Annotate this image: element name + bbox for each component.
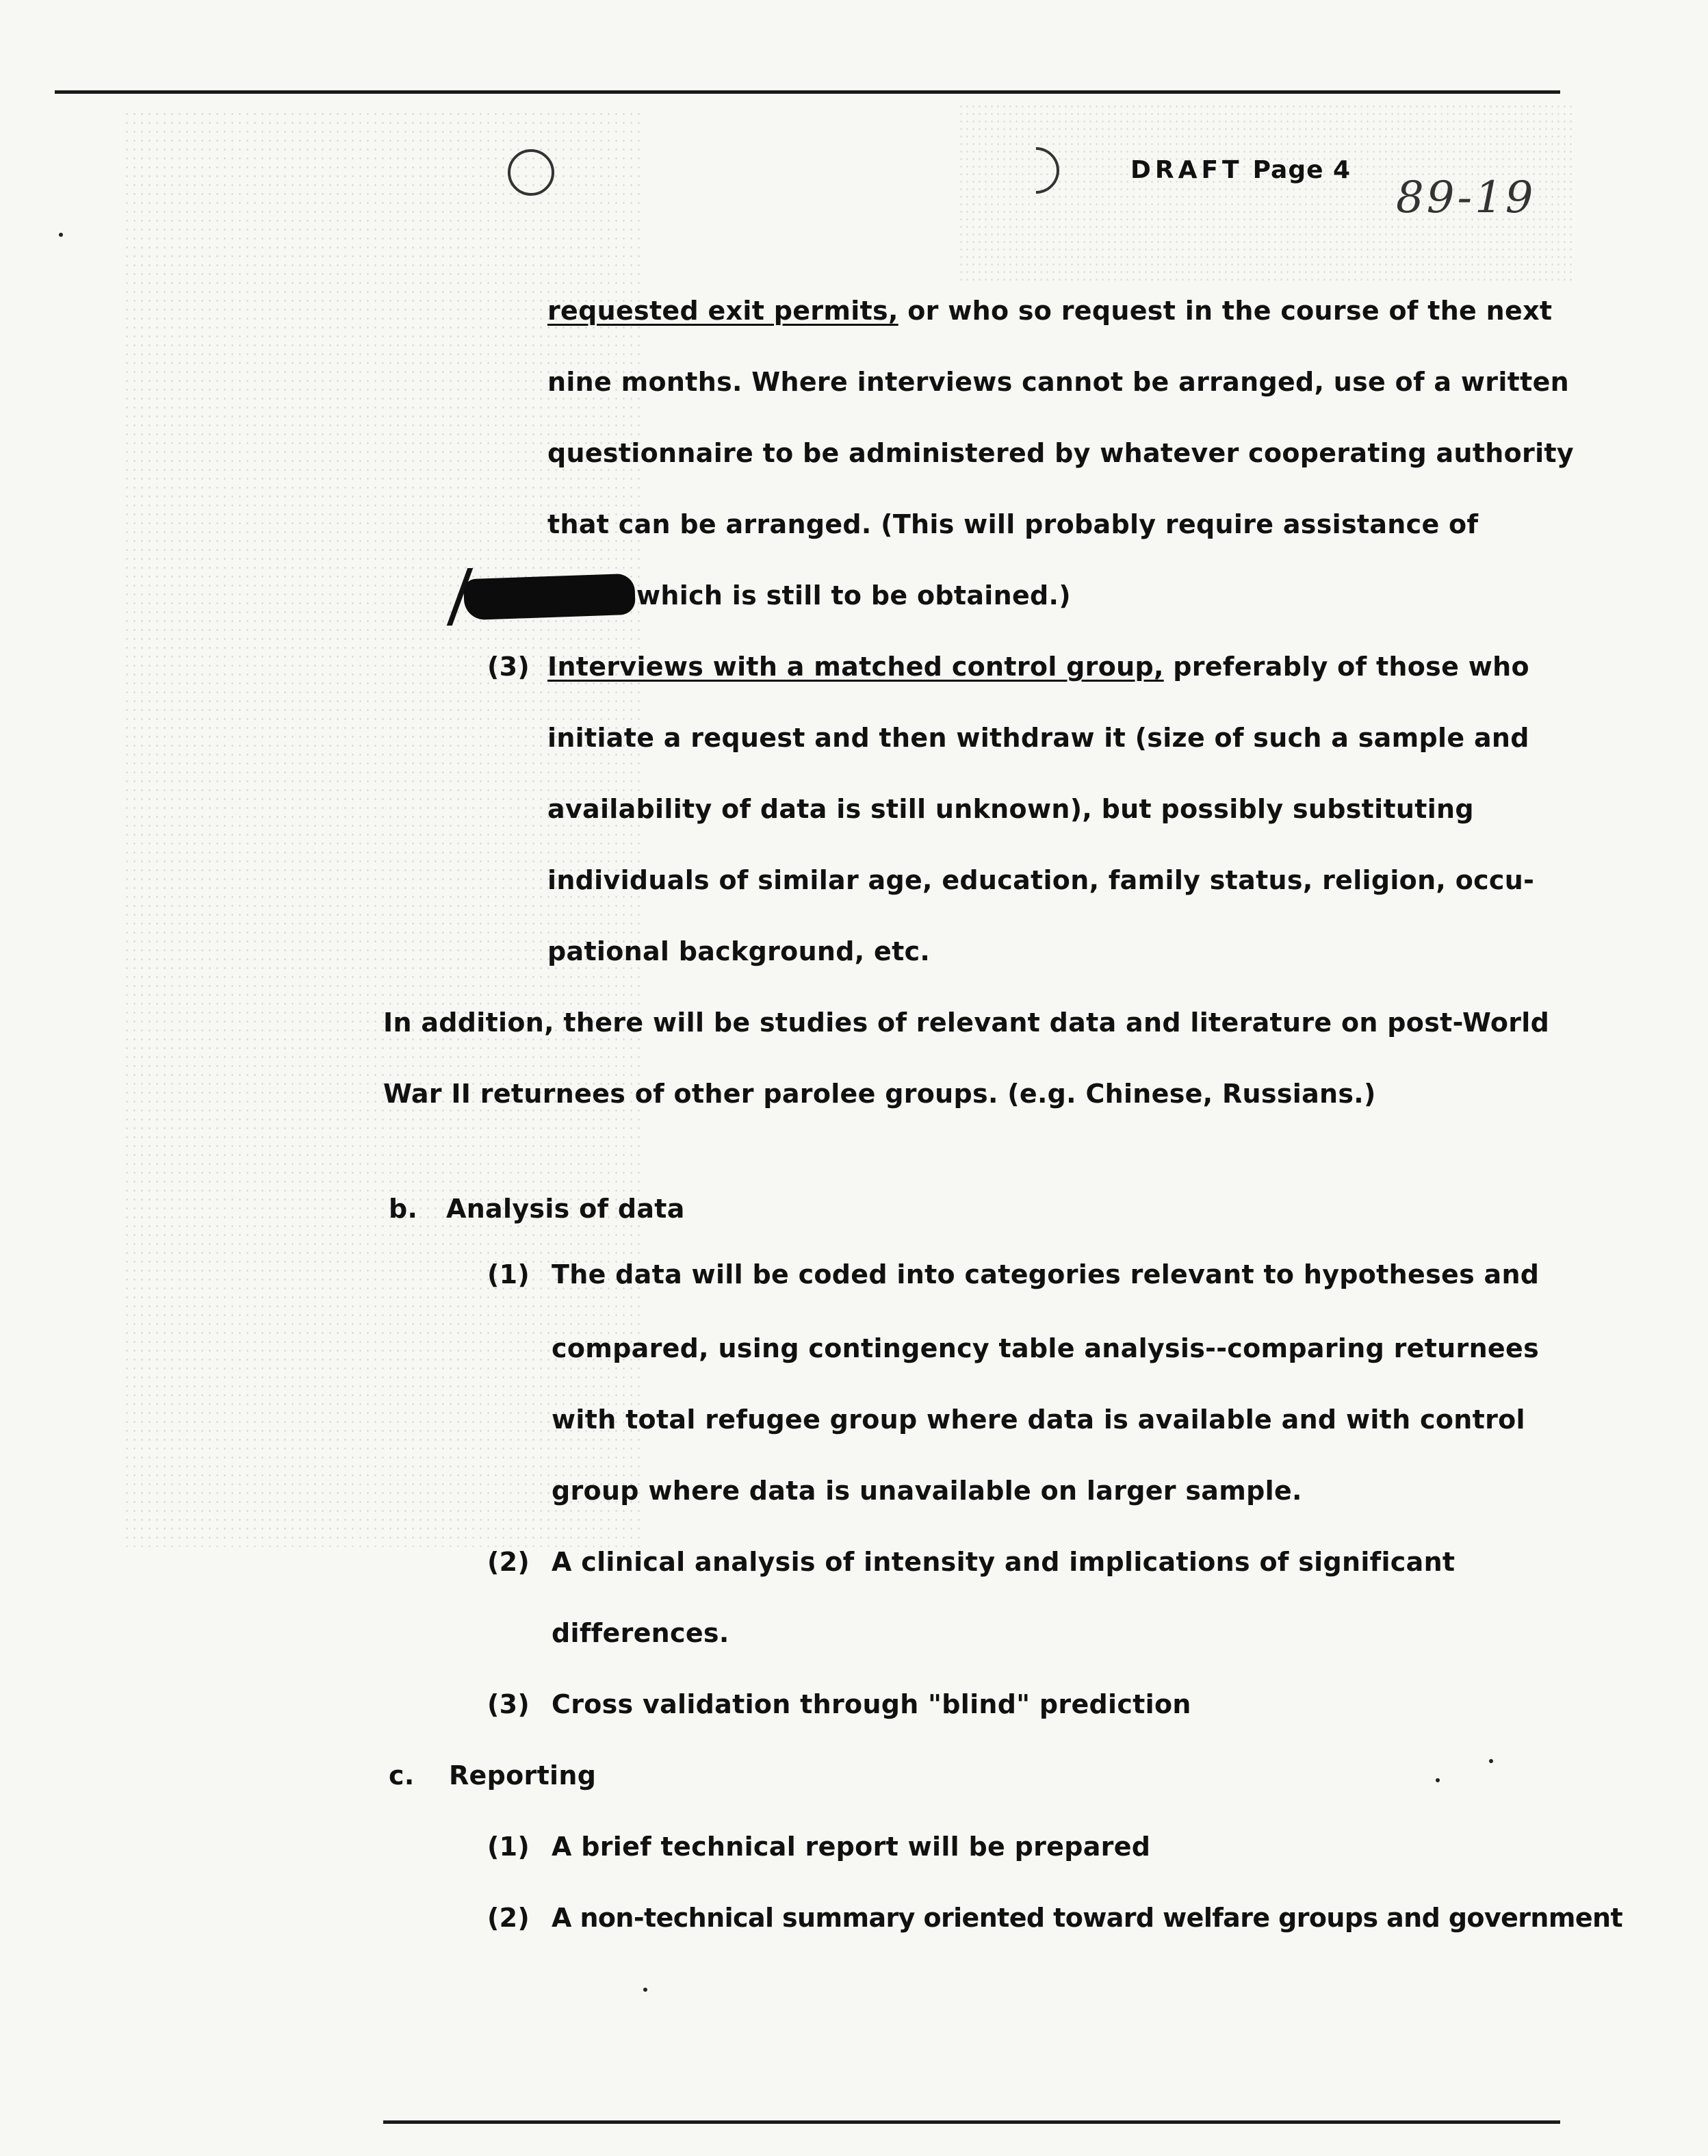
- text-line: with total refugee group where data is available and with control: [552, 1404, 1525, 1435]
- text-line: initiate a request and then withdraw it (size of such a sample and: [547, 723, 1529, 753]
- text-line: requested exit permits, or who so request in the course of the next: [547, 296, 1553, 326]
- text-line: A clinical analysis of intensity and implications of significant: [552, 1547, 1455, 1577]
- redaction-block: [463, 574, 636, 621]
- section-title: Analysis of data: [446, 1194, 685, 1224]
- scan-speck: [1489, 1759, 1493, 1763]
- punch-hole-icon: [508, 149, 554, 196]
- item-marker: (1): [487, 1259, 530, 1289]
- text-line: availability of data is still unknown), but possibly substituting: [547, 794, 1474, 824]
- text-line: compared, using contingency table analysis--comparing returnees: [552, 1333, 1539, 1363]
- item-marker: (2): [487, 1547, 530, 1577]
- text-line: In addition, there will be studies of relevant data and literature on post-World: [383, 1008, 1550, 1038]
- text-line: which is still to be obtained.): [636, 580, 1071, 611]
- scan-speck: [643, 1988, 647, 1992]
- underlined-phrase: Interviews with a matched control group,: [547, 652, 1164, 682]
- text-line: The data will be coded into categories relevant to hypotheses and: [552, 1259, 1540, 1289]
- section-marker: b.: [389, 1194, 418, 1224]
- bottom-rule: [383, 2120, 1560, 2124]
- text-line: Cross validation through "blind" prediction: [552, 1689, 1191, 1719]
- text-line: questionnaire to be administered by whatever cooperating authority: [547, 438, 1574, 468]
- section-title: Reporting: [449, 1760, 597, 1791]
- draft-label: DRAFT: [1130, 156, 1243, 184]
- text-line: A non-technical summary oriented toward welfare groups and government: [552, 1903, 1623, 1933]
- scan-speck: [1436, 1778, 1440, 1782]
- item-marker: (1): [487, 1832, 530, 1862]
- item-marker: (3): [487, 1689, 530, 1719]
- section-marker: c.: [389, 1760, 415, 1791]
- page-number: Page 4: [1252, 156, 1351, 184]
- underlined-phrase: requested exit permits,: [547, 296, 898, 326]
- scan-speck: [59, 233, 63, 237]
- page-header: [1130, 156, 1351, 184]
- text-line: nine months. Where interviews cannot be arranged, use of a written: [547, 367, 1570, 397]
- text-line: individuals of similar age, education, family status, religion, occu-: [547, 865, 1535, 895]
- top-rule: [55, 90, 1560, 94]
- item-marker: (2): [487, 1903, 530, 1933]
- text-line: A brief technical report will be prepared: [552, 1832, 1151, 1862]
- text-line: differences.: [552, 1618, 729, 1648]
- item-marker: (3): [487, 652, 530, 682]
- text-line: pational background, etc.: [547, 936, 931, 966]
- text-line: Interviews with a matched control group, preferably of those who: [547, 652, 1529, 682]
- text-line: group where data is unavailable on larger sample.: [552, 1476, 1302, 1506]
- handwritten-number: 89-19: [1396, 172, 1536, 223]
- text-line: that can be arranged. (This will probably require assistance of: [547, 509, 1479, 539]
- text-line: War II returnees of other parolee groups. (e.g. Chinese, Russians.): [383, 1079, 1376, 1109]
